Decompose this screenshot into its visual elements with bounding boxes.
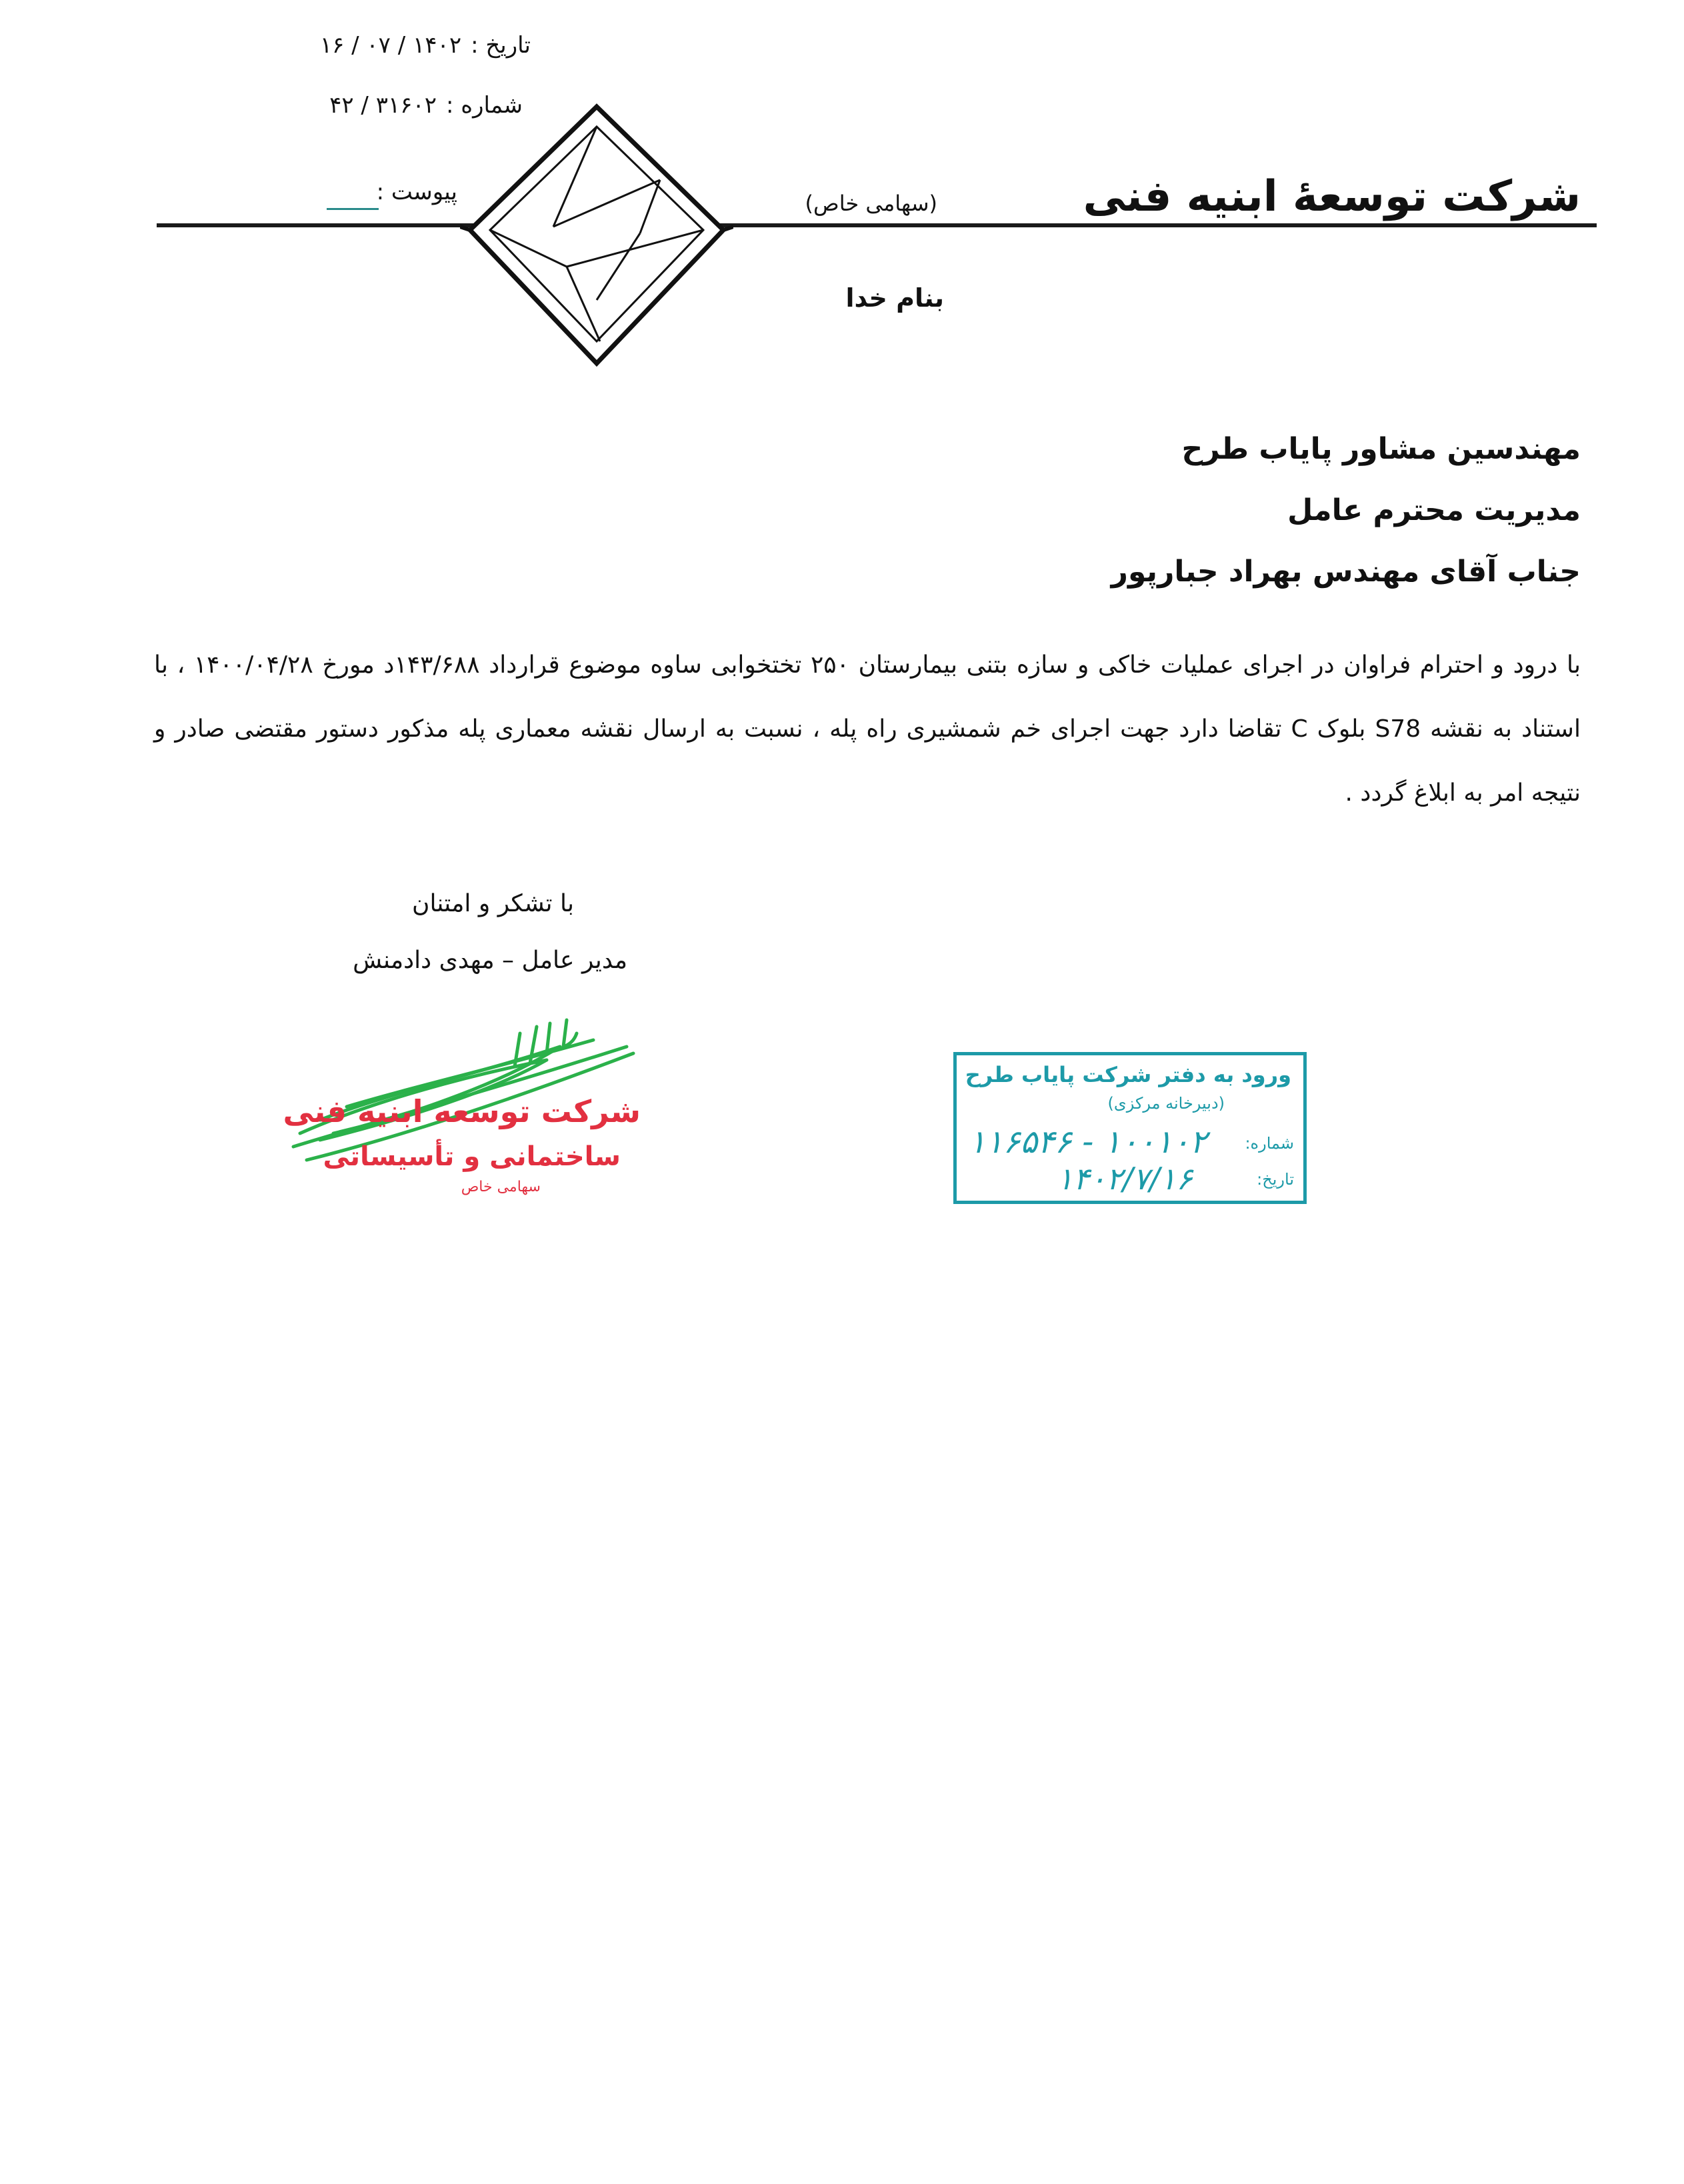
number-label: شماره :: [446, 92, 523, 119]
signatory-name: مدیر عامل – مهدی دادمنش: [353, 947, 627, 974]
addressee-line: مهندسین مشاور پایاب طرح: [1181, 432, 1581, 466]
reception-date-value: ۱۴۰۲/۷/۱۶: [1057, 1161, 1193, 1197]
addressee-line: مدیریت محترم عامل: [1287, 493, 1581, 527]
letter-body: با درود و احترام فراوان در اجرای عملیات خاکی و سازه بتنی بیمارستان ۲۵۰ تختخوابی ساوه موضوع قرارداد ۱۴۳/۶۸۸د مورخ ۱۴۰۰/۰۴/۲۸ ، با استناد به نقشه S78 بلوک C تقاضا دارد جهت اجرای خم شمشیری راه پله ، نسبت به ارسال نقشه معماری پله مذکور دستور مقتضی صادر و نتیجه امر به ابلاغ گردد .: [154, 651, 1581, 807]
letter-date: [320, 32, 531, 59]
reception-stamp-subtitle: (دبیرخانه مرکزی): [1107, 1094, 1225, 1113]
reception-stamp: [953, 1052, 1307, 1204]
closing-thanks: با تشکر و امتنان: [412, 890, 574, 917]
bismillah-heading: بنام خدا: [845, 283, 944, 313]
date-label: تاریخ :: [471, 32, 531, 59]
reception-stamp-title: ورود به دفتر شرکت پایاب طرح: [965, 1062, 1291, 1087]
company-type: (سهامی خاص): [805, 191, 937, 216]
company-stamp-line: شرکت توسعه ابنیه فنی: [283, 1093, 641, 1129]
number-value: ۳۱۶۰۲ / ۴۲: [329, 92, 437, 119]
company-name: شرکت توسعهٔ ابنیه فنی: [1083, 172, 1581, 221]
company-logo: [460, 100, 733, 380]
addressee-line: جناب آقای مهندس بهراد جبارپور: [1111, 555, 1581, 589]
reception-date-label: تاریخ:: [1257, 1170, 1294, 1189]
attachment-underline: [327, 208, 379, 210]
header-rule: [157, 223, 1597, 227]
company-stamp-line: ساختمانی و تأسیساتی: [323, 1141, 621, 1172]
reception-number-value: ۱۰۰۱۰۲ - ۱۱۶۵۴۶: [969, 1123, 1207, 1161]
reception-number-label: شماره:: [1245, 1134, 1294, 1153]
company-stamp-line: سهامی خاص: [461, 1179, 541, 1195]
attachment-label: پیوست :: [376, 179, 457, 205]
date-value: ۱۴۰۲ / ۰۷ / ۱۶: [319, 32, 462, 59]
